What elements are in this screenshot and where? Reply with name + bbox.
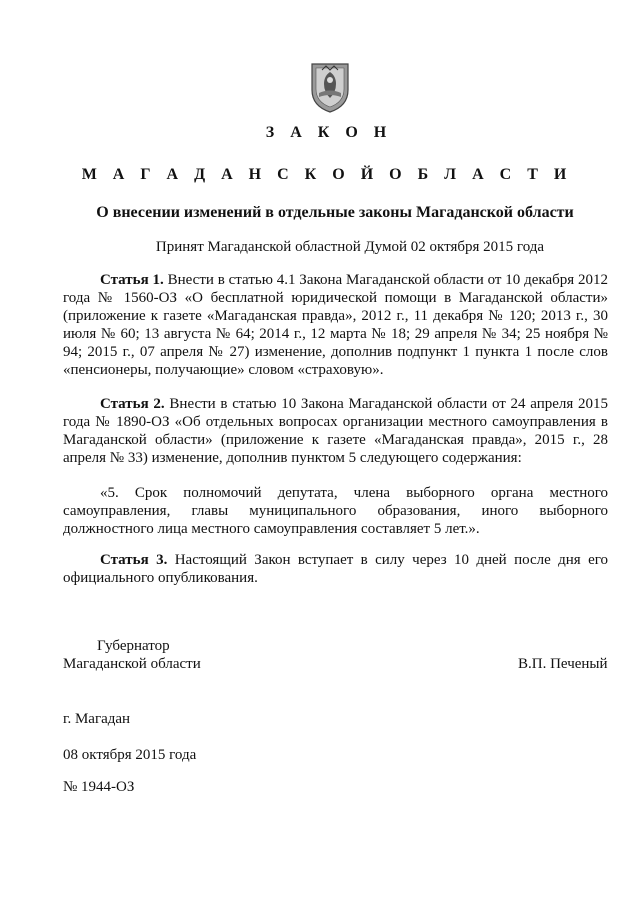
article-2 (63, 395, 608, 467)
article-2-label: Статья 2. (100, 396, 165, 412)
region-title: М А Г А Д А Н С К О Й О Б Л А С Т И (81, 166, 573, 183)
law-subtitle: О внесении изменений в отдельные законы Магаданской области (96, 204, 574, 221)
coat-of-arms-icon (310, 60, 350, 114)
article-1 (63, 271, 608, 379)
law-number: № 1944-ОЗ (63, 779, 135, 795)
signatory-title: Губернатор (97, 638, 170, 654)
article-1-label: Статья 1. (100, 272, 164, 288)
article-3-text: Настоящий Закон вступает в силу через 10 дней после дня его официального опубликования. (63, 552, 609, 586)
article-2-quote: «5. Срок полномочий депутата, члена выборного органа местного самоуправления, главы муниципального образования, иного выборного должностного лица местного самоуправления составляет 5 лет.». (63, 485, 608, 537)
article-3-label: Статья 3. (100, 552, 168, 568)
place-of-signing: г. Магадан (63, 711, 131, 727)
article-2-text: Внести в статью 10 Закона Магаданской области от 24 апреля 2015 года № 1890-ОЗ «Об отдельных вопросах организации местного самоуправления в Магаданской области» (приложение к газете «Магаданская правда», 2015 г., 28 апреля № 33) изменение, дополнив пунктом 5 следующего содержания: (63, 396, 608, 466)
signing-date: 08 октября 2015 года (63, 747, 197, 763)
signatory-region: Магаданской области (63, 656, 201, 672)
law-title: З А К О Н (265, 124, 393, 141)
signatory-name: В.П. Печеный (518, 656, 608, 672)
article-1-text: Внести в статью 4.1 Закона Магаданской области от 10 декабря 2012 года № 1560-ОЗ «О бесплатной юридической помощи в Магаданской области» (приложение к газете «Магаданская правда», 2012 г., 11 декабря № 120; 2013 г., 30 июля № 60; 13 августа № 64; 2014 г., 12 марта № 18; 29 апреля № 34; 25 ноября № 94; 2015 г., 07 апреля № 27) изменение, дополнив подпункт 1 пункта 1 после слов «пенсионеры, получающие» словом «страховую». (63, 272, 608, 378)
adoption-line: Принят Магаданской областной Думой 02 октября 2015 года (155, 239, 545, 255)
article-3 (63, 551, 608, 587)
